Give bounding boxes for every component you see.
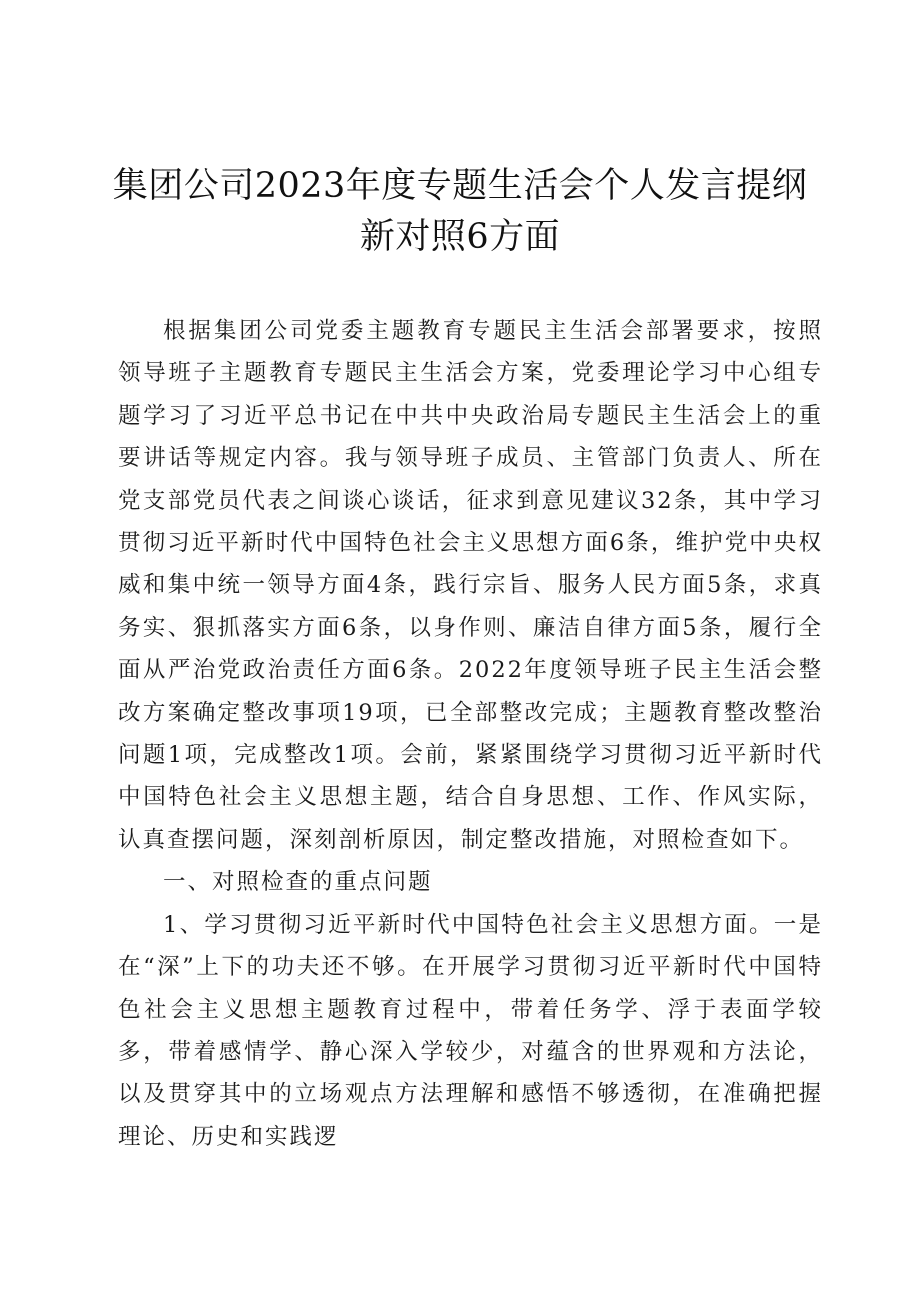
document-title-line-2: 新对照6方面 [359, 217, 561, 257]
document-title-line-1: 集团公司2023年度专题生活会个人发言提纲 [112, 166, 808, 206]
paragraph-intro: 根据集团公司党委主题教育专题民主生活会部署要求，按照领导班子主题教育专题民主生活会方案，党委理论学习中心组专题学习了习近平总书记在中共中央政治局专题民主生活会上的重要讲话等规定内容。我与领导班子成员、主管部门负责人、所在党支部党员代表之间谈心谈话，征求到意见建议32条，其中学习贯彻习近平新时代中国特色社会主义思想方面6条，维护党中央权威和集中统一领导方面4条，践行宗旨、服务人民方面5条，求真务实、狠抓落实方面6条，以身作则、廉洁自律方面5条，履行全面从严治党政治责任方面6条。2022年度领导班子民主生活会整改方案确定整改事项19项，已全部整改完成；主题教育整改整治问题1项，完成整改1项。会前，紧紧围绕学习贯彻习近平新时代中国特色社会主义思想主题，结合自身思想、工作、作风实际，认真查摆问题，深刻剖析原因，制定整改措施，对照检查如下。 [118, 318, 823, 853]
paragraph-item-1: 1、学习贯彻习近平新时代中国特色社会主义思想方面。一是在“深”上下的功夫还不够。在开展学习贯彻习近平新时代中国特色社会主义思想主题教育过程中，带着任务学、浮于表面学较多，带着感情学、静心深入学较少，对蕴含的世界观和方法论，以及贯穿其中的立场观点方法理解和感悟不够透彻，在准确把握理论、历史和实践逻 [118, 911, 823, 1150]
document-body [118, 310, 823, 1158]
section-heading: 一、对照检查的重点问题 [163, 869, 433, 896]
